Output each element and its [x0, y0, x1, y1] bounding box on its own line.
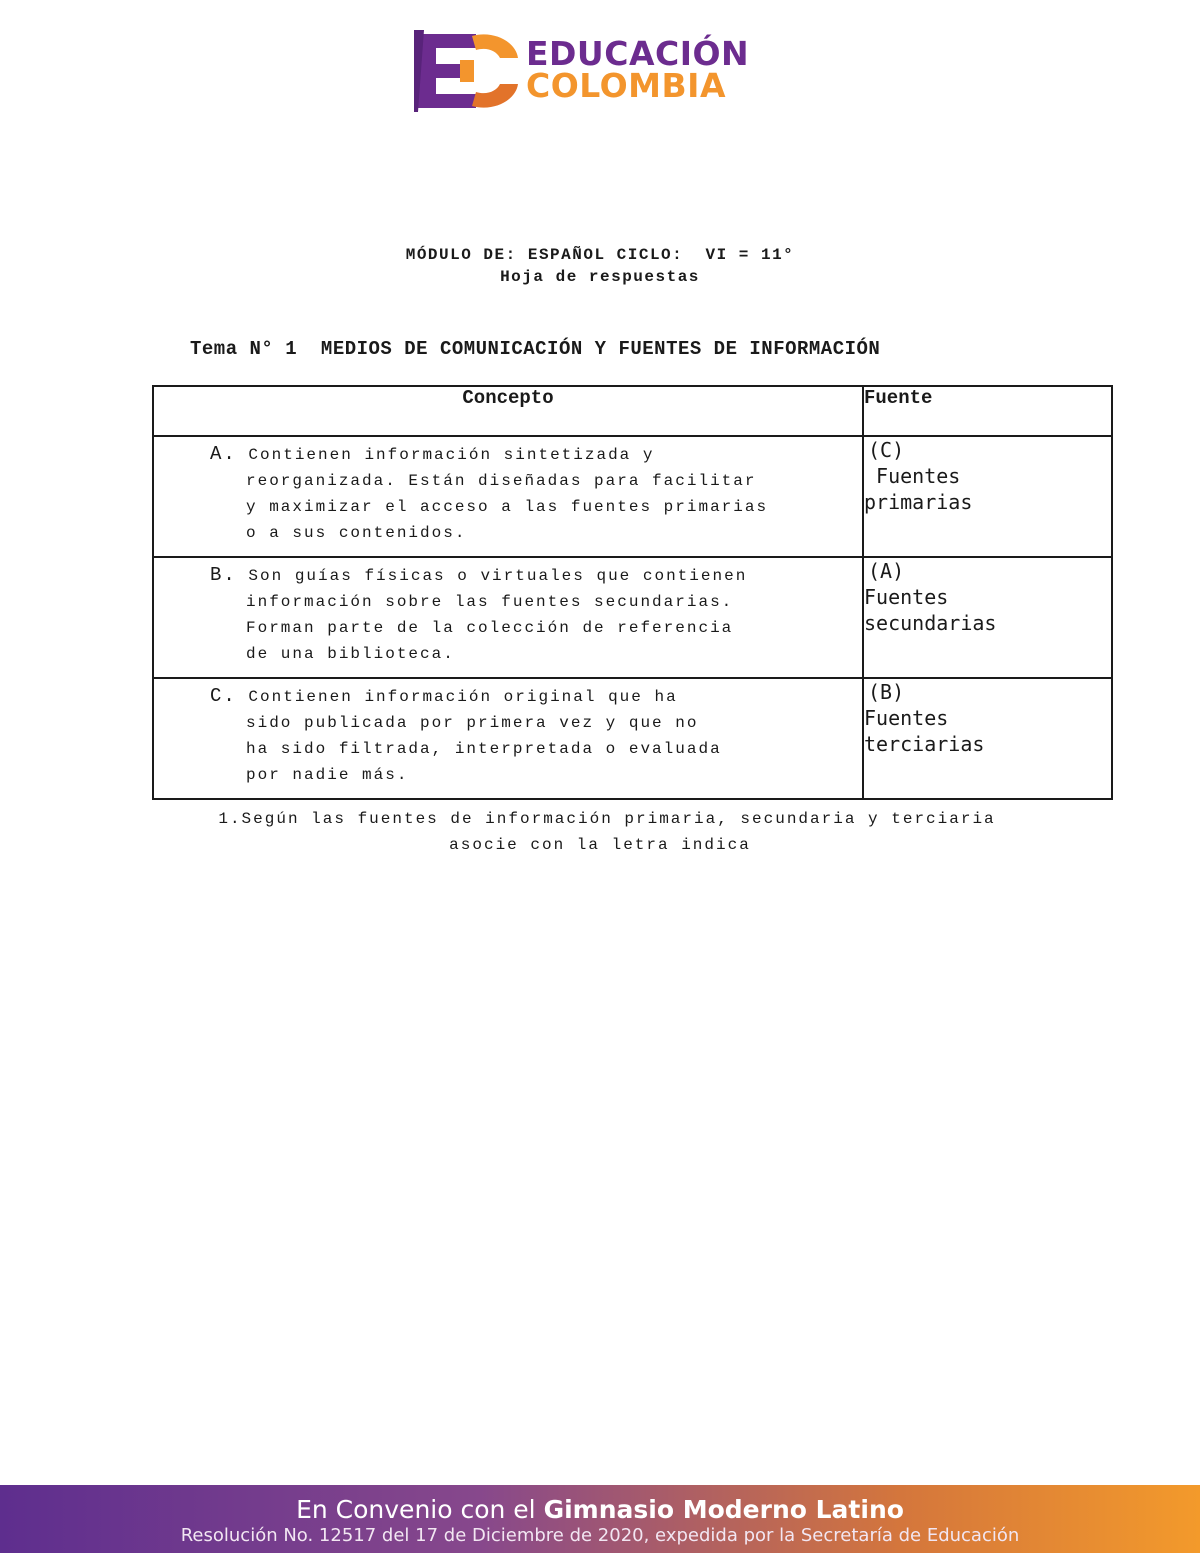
- concept-line: ha sido filtrada, interpretada o evaluada: [246, 740, 722, 758]
- question-line: 1.Según las fuentes de información primaria, secundaria y terciaria: [218, 810, 996, 828]
- concept-first-line: Contienen información sintetizada y: [248, 446, 655, 464]
- table-row: [153, 557, 1112, 678]
- concept-line: y maximizar el acceso a las fuentes primarias: [246, 498, 769, 516]
- source-line: secundarias: [864, 611, 997, 635]
- answer-code: (C): [868, 438, 905, 462]
- concept-line: información sobre las fuentes secundarias.: [246, 593, 734, 611]
- concept-line: reorganizada. Están diseñadas para facilitar: [246, 472, 757, 490]
- logo-line-educacion: EDUCACIÓN: [526, 34, 750, 73]
- footer-resolution: Resolución No. 12517 del 17 de Diciembre de 2020, expedida por la Secretaría de Educación: [180, 1525, 1020, 1546]
- concept-cell: [153, 557, 863, 678]
- module-title: MÓDULO DE: ESPAÑOL CICLO: VI = 11°: [405, 246, 795, 264]
- source-cell: [863, 436, 1112, 557]
- row-letter: A.: [210, 443, 237, 465]
- answer-code: (B): [868, 680, 905, 704]
- logo-line-colombia: COLOMBIA: [526, 66, 726, 105]
- answer-sheet-subtitle: Hoja de respuestas: [500, 268, 700, 286]
- topic-title: Tema N° 1 MEDIOS DE COMUNICACIÓN Y FUENTES DE INFORMACIÓN: [190, 338, 881, 360]
- concept-line: Forman parte de la colección de referencia: [246, 619, 734, 637]
- concept-cell: [153, 678, 863, 799]
- source-cell: [863, 678, 1112, 799]
- footer-agreement: [0, 1495, 1200, 1524]
- source-line: Fuentes: [864, 585, 949, 609]
- concept-first-line: Son guías físicas o virtuales que contienen: [248, 567, 748, 585]
- footer-banner: [0, 1485, 1200, 1553]
- logo: [414, 30, 754, 112]
- concept-line: sido publicada por primera vez y que no: [246, 714, 699, 732]
- ec-logo-icon: [414, 30, 520, 112]
- source-line: Fuentes: [864, 706, 949, 730]
- source-cell: [863, 557, 1112, 678]
- answer-code: (A): [868, 559, 905, 583]
- table-row: [153, 436, 1112, 557]
- source-column-header: Fuente: [863, 386, 1112, 436]
- table-header-row: [153, 386, 1112, 436]
- source-line: terciarias: [864, 732, 985, 756]
- concept-cell: [153, 436, 863, 557]
- concept-line: o a sus contenidos.: [246, 524, 467, 542]
- source-line: primarias: [864, 490, 973, 514]
- concept-column-header: Concepto: [153, 386, 863, 436]
- footer-school-name: Gimnasio Moderno Latino: [543, 1495, 904, 1524]
- concept-line: por nadie más.: [246, 766, 409, 784]
- row-letter: B.: [210, 564, 237, 586]
- question-line: asocie con la letra indica: [449, 836, 751, 854]
- footer-prefix: En Convenio con el: [296, 1495, 544, 1524]
- row-letter: C.: [210, 685, 237, 707]
- table-row: [153, 678, 1112, 799]
- answers-table: [152, 385, 1113, 800]
- concept-line: de una biblioteca.: [246, 645, 455, 663]
- source-line: Fuentes: [864, 464, 961, 488]
- concept-first-line: Contienen información original que ha: [248, 688, 678, 706]
- question-instructions: [0, 806, 1200, 858]
